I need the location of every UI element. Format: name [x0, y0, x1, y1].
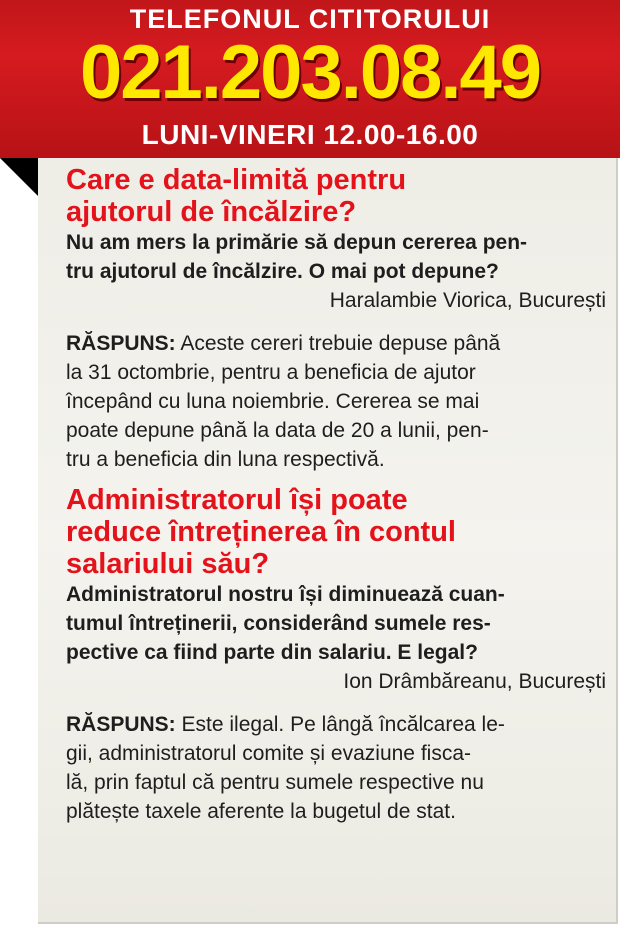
answer-line: tru a beneficia din luna respectivă.: [66, 448, 385, 471]
answer-line: Este ilegal. Pe lângă încălcarea le-: [175, 713, 505, 736]
answer-line: plătește taxele aferente la bugetul de stat.: [66, 800, 456, 823]
reader-phone-banner: [0, 0, 620, 158]
banner-title: TELEFONUL CITITORULUI: [129, 4, 491, 34]
question-author: Haralambie Viorica, București: [329, 289, 606, 312]
title-line: Administratorul își poate: [66, 484, 408, 516]
answer-line: lă, prin faptul că pentru sumele respective nu: [66, 771, 484, 794]
answer-line: poate depune până la data de 20 a lunii, pen-: [66, 419, 489, 442]
answer-text: [66, 329, 606, 474]
question-line: Nu am mers la primărie să depun cererea pen-: [66, 231, 528, 254]
question-title: [66, 484, 606, 580]
question-text: [66, 228, 606, 286]
answer-line: gii, administratorul comite și evaziune fisca-: [66, 742, 471, 765]
answer-line: începând cu luna noiembrie. Cererea se mai: [66, 390, 480, 413]
answer-line: la 31 octombrie, pentru a beneficia de ajutor: [66, 361, 476, 384]
banner-fold-shadow: [0, 158, 38, 196]
qa-content: [66, 164, 606, 826]
qa-item-administrator: [66, 484, 606, 826]
title-line: reduce întreținerea în contul: [66, 516, 456, 548]
question-title: [66, 164, 606, 228]
question-author: Ion Drâmbăreanu, București: [343, 670, 606, 693]
qa-item-heating: [66, 164, 606, 474]
question-text: [66, 580, 606, 667]
qa-panel: [38, 158, 618, 924]
answer-label: RĂSPUNS:: [66, 713, 176, 736]
title-line: salariului său?: [66, 548, 270, 580]
office-hours: LUNI-VINERI 12.00-16.00: [141, 119, 479, 150]
title-line: Care e data-limită pentru: [66, 164, 407, 196]
question-line: tumul întreținerii, considerând sumele res-: [66, 612, 491, 635]
question-line: tru ajutorul de încălzire. O mai pot depune?: [66, 260, 499, 283]
answer-line: Aceste cereri trebuie depuse până: [175, 332, 501, 355]
phone-number: 021.203.08.49: [79, 30, 541, 115]
answer-text: [66, 710, 606, 826]
question-line: Administratorul nostru își diminuează cuan-: [66, 583, 505, 606]
question-line: pective ca fiind parte din salariu. E legal?: [66, 641, 478, 664]
title-line: ajutorul de încălzire?: [66, 196, 357, 228]
answer-label: RĂSPUNS:: [66, 332, 176, 355]
